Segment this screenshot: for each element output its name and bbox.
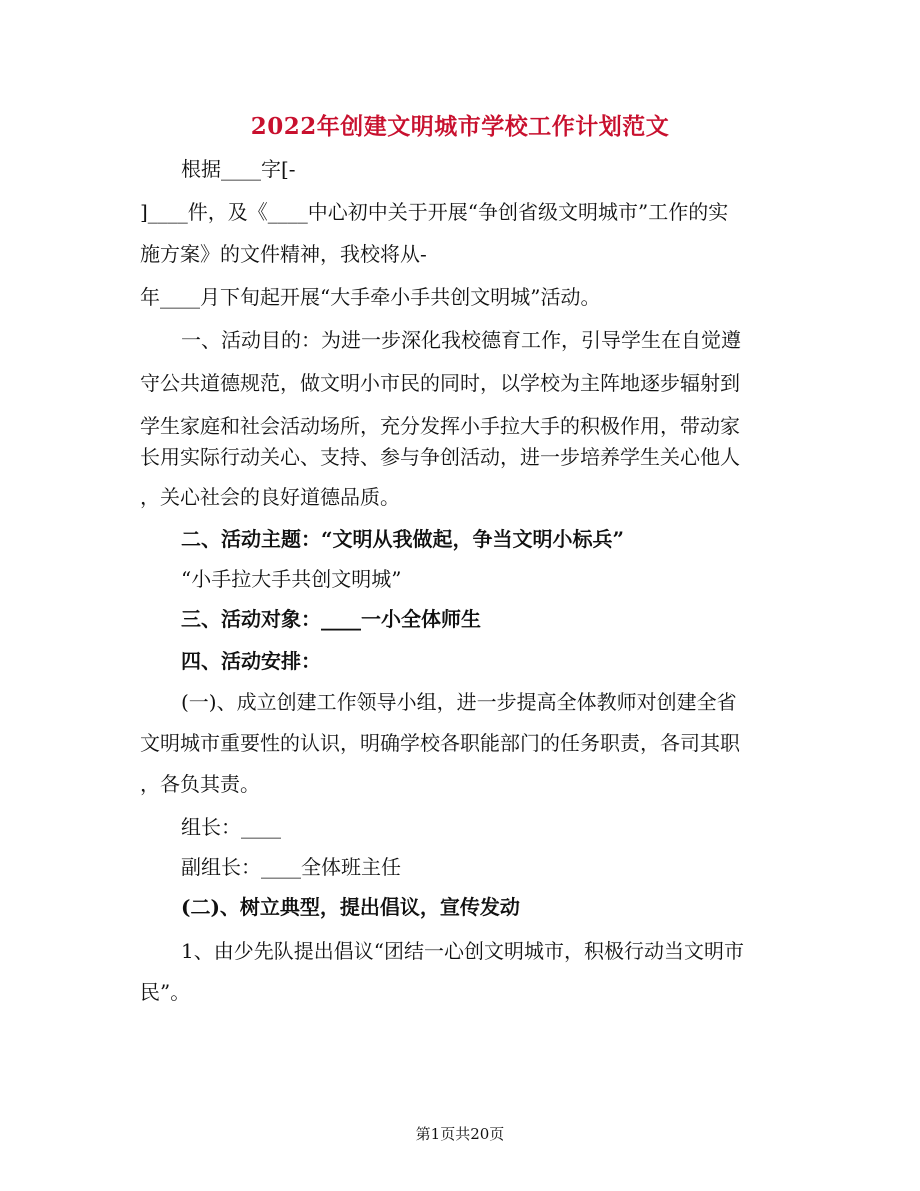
paragraph-line: “小手拉大手共创文明城” — [181, 567, 402, 591]
section-heading: 三、活动对象：____一小全体师生 — [181, 607, 481, 631]
paragraph-line: 守公共道德规范，做文明小市民的同时，以学校为主阵地逐步辐射到 — [140, 371, 740, 395]
page-number: 第1页共20页 — [415, 1125, 505, 1143]
paragraph-line: 副组长：____全体班主任 — [181, 855, 401, 879]
paragraph-line: (一)、成立创建工作领导小组，进一步提高全体教师对创建全省 — [181, 690, 737, 714]
paragraph-line: 民”。 — [140, 980, 191, 1004]
paragraph-line: ]____件，及《____中心初中关于开展“争创省级文明城市”工作的实 — [140, 200, 729, 224]
paragraph-line: 组长：____ — [181, 815, 281, 839]
paragraph-line: 学生家庭和社会活动场所，充分发挥小手拉大手的积极作用，带动家 — [140, 414, 740, 438]
paragraph-line: ，关心社会的良好道德品质。 — [140, 485, 400, 509]
section-heading: 四、活动安排： — [181, 649, 321, 673]
section-heading: 二、活动主题：“文明从我做起，争当文明小标兵” — [181, 527, 625, 551]
paragraph-line: ，各负其责。 — [140, 772, 260, 796]
paragraph-line: 一、活动目的：为进一步深化我校德育工作，引导学生在自觉遵 — [181, 328, 741, 352]
paragraph-line: 施方案》的文件精神，我校将从- — [140, 242, 427, 266]
paragraph-line: 文明城市重要性的认识，明确学校各职能部门的任务职责，各司其职 — [140, 731, 740, 755]
paragraph-line: 长用实际行动关心、支持、参与争创活动，进一步培养学生关心他人 — [140, 445, 740, 469]
section-heading: (二)、树立典型，提出倡议，宣传发动 — [181, 895, 520, 919]
document-title: 2022年创建文明城市学校工作计划范文 — [250, 113, 670, 140]
paragraph-line: 1、由少先队提出倡议“团结一心创文明城市，积极行动当文明市 — [181, 939, 744, 963]
paragraph-line: 根据____字[- — [181, 157, 296, 181]
paragraph-line: 年____月下旬起开展“大手牵小手共创文明城”活动。 — [140, 285, 601, 309]
